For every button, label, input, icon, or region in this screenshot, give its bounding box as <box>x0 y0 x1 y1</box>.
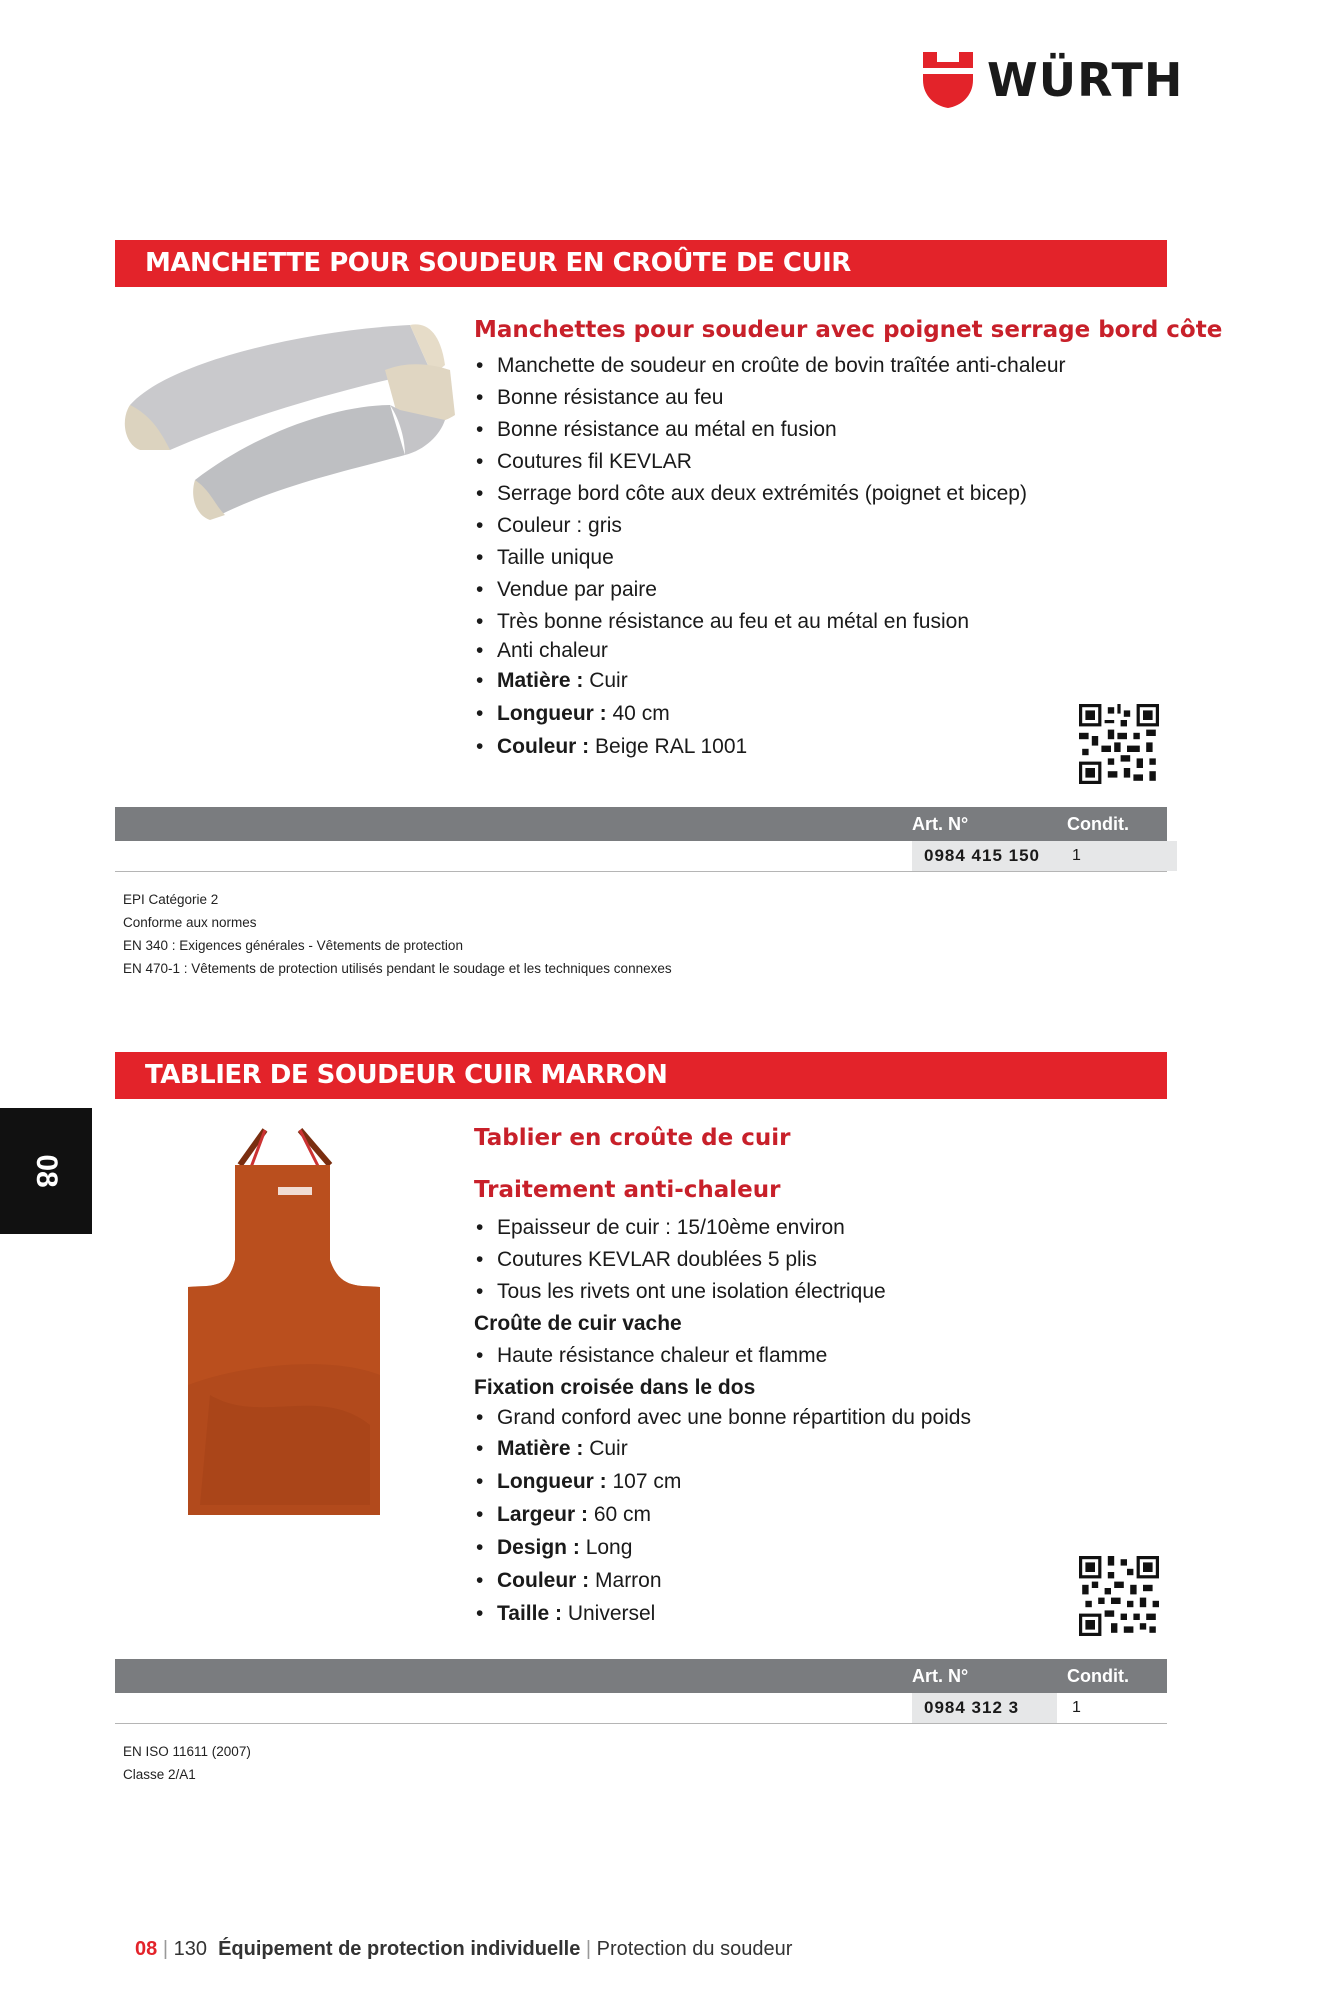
note-line: Conforme aux normes <box>123 915 257 930</box>
condit-value: 1 <box>1072 1699 1081 1716</box>
note-line: EN 340 : Exigences générales - Vêtements de protection <box>123 938 463 953</box>
section-title-sleeve: MANCHETTE POUR SOUDEUR EN CROÛTE DE CUIR <box>115 240 1167 287</box>
spec-item <box>474 664 1066 697</box>
spec-item <box>474 1597 971 1630</box>
footer-chapter: 08 <box>135 1938 158 1960</box>
norms-notes <box>123 1740 251 1786</box>
feature-item: • Couleur : gris <box>474 510 1066 542</box>
note-line: EN 470-1 : Vêtements de protection utilisés pendant le soudage et les techniques connexes <box>123 961 672 976</box>
footer-separator: | <box>162 1938 169 1960</box>
feature-item: • Grand conford avec une bonne répartition du poids <box>474 1404 971 1432</box>
qr-code-icon[interactable] <box>1079 1556 1159 1636</box>
spec-label: Couleur : <box>497 735 590 758</box>
feature-heading: Croûte de cuir vache <box>474 1312 682 1335</box>
feature-item: • Taille unique <box>474 542 1066 574</box>
spec-label: Longueur : <box>497 702 607 725</box>
feature-item: • Haute résistance chaleur et flamme <box>474 1340 971 1372</box>
col-condit: Condit. <box>1067 814 1129 834</box>
table-row <box>115 1693 1167 1724</box>
note-line: EPI Catégorie 2 <box>123 892 219 907</box>
feature-item: • Coutures KEVLAR doublées 5 plis <box>474 1244 971 1276</box>
spec-value: 60 cm <box>593 1503 652 1526</box>
footer-page-number: 130 <box>173 1938 207 1960</box>
col-art-number: Art. N° <box>912 814 969 834</box>
note-line: EN ISO 11611 (2007) <box>123 1744 251 1759</box>
spec-label: Taille : <box>497 1602 562 1625</box>
spec-item <box>474 730 1066 763</box>
feature-item: • Serrage bord côte aux deux extrémités (poignet et bicep) <box>474 478 1066 510</box>
art-number[interactable]: 0984 415 150 <box>924 846 1040 865</box>
art-number[interactable]: 0984 312 3 <box>924 1698 1020 1717</box>
footer-separator: | <box>585 1938 592 1960</box>
product-image-sleeves <box>110 310 460 530</box>
spec-item <box>474 1564 971 1597</box>
product-image-apron <box>180 1125 390 1520</box>
spec-label: Design : <box>497 1536 580 1559</box>
page-footer <box>135 1938 792 1961</box>
feature-item: • Tous les rivets ont une isolation électrique <box>474 1276 971 1308</box>
qr-code-icon[interactable] <box>1079 704 1159 784</box>
spec-item <box>474 1498 971 1531</box>
footer-subsection: Protection du soudeur <box>596 1938 793 1960</box>
feature-item: • Bonne résistance au feu <box>474 382 1066 414</box>
product-subtitle: Tablier en croûte de cuir <box>474 1125 791 1151</box>
spec-value: Universel <box>567 1602 656 1625</box>
spec-label: Couleur : <box>497 1569 590 1592</box>
spec-label: Largeur : <box>497 1503 589 1526</box>
wurth-logo <box>923 52 1184 108</box>
footer-section: Équipement de protection individuelle <box>218 1938 581 1960</box>
feature-list <box>474 1212 971 1630</box>
product-subtitle: Manchettes pour soudeur avec poignet serrage bord côte <box>474 317 1223 343</box>
feature-item: • Manchette de soudeur en croûte de bovin traîtée anti-chaleur <box>474 350 1066 382</box>
wurth-logo-icon <box>923 52 973 108</box>
feature-item: • Coutures fil KEVLAR <box>474 446 1066 478</box>
spec-item <box>474 697 1066 730</box>
feature-heading: Fixation croisée dans le dos <box>474 1376 756 1399</box>
table-row <box>115 841 1167 872</box>
spec-label: Longueur : <box>497 1470 607 1493</box>
spec-value: Cuir <box>589 669 628 692</box>
condit-value: 1 <box>1072 847 1081 864</box>
feature-item: • Epaisseur de cuir : 15/10ème environ <box>474 1212 971 1244</box>
feature-list <box>474 350 1066 763</box>
col-condit: Condit. <box>1067 1666 1129 1686</box>
table-header <box>115 807 1167 841</box>
chapter-tab[interactable] <box>0 1108 92 1234</box>
table-header <box>115 1659 1167 1693</box>
norms-notes <box>123 888 672 980</box>
spec-label: Matière : <box>497 669 584 692</box>
spec-item <box>474 1432 971 1465</box>
spec-item <box>474 1531 971 1564</box>
spec-value: Long <box>585 1536 633 1559</box>
col-art-number: Art. N° <box>912 1666 969 1686</box>
note-line: Classe 2/A1 <box>123 1767 196 1782</box>
chapter-tab-label: 08 <box>30 1154 63 1188</box>
spec-value: Beige RAL 1001 <box>595 735 748 758</box>
feature-item: • Anti chaleur <box>474 638 1066 664</box>
spec-value: Marron <box>595 1569 662 1592</box>
spec-value: 40 cm <box>612 702 670 725</box>
spec-item <box>474 1465 971 1498</box>
product-subtitle: Traitement anti-chaleur <box>474 1177 781 1203</box>
spec-value: 107 cm <box>612 1470 682 1493</box>
feature-item: • Bonne résistance au métal en fusion <box>474 414 1066 446</box>
section-title-apron: TABLIER DE SOUDEUR CUIR MARRON <box>115 1052 1167 1099</box>
feature-item: • Très bonne résistance au feu et au métal en fusion <box>474 606 1066 638</box>
brand-name: WÜRTH <box>987 53 1184 107</box>
spec-label: Matière : <box>497 1437 584 1460</box>
spec-value: Cuir <box>589 1437 628 1460</box>
feature-item: • Vendue par paire <box>474 574 1066 606</box>
